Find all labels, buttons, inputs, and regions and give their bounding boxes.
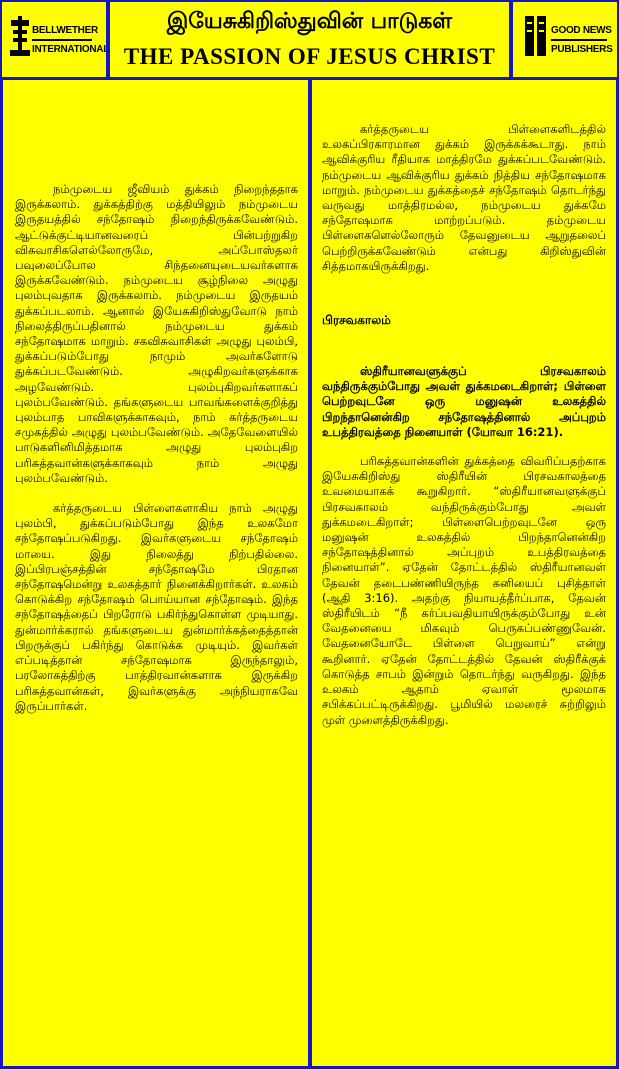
open-book-icon	[525, 16, 547, 56]
bellwether-logo	[2, 2, 110, 77]
title-english: THE PASSION OF JESUS CHRIST	[123, 44, 496, 69]
left-column	[3, 80, 308, 1066]
good-news-logo	[513, 2, 617, 77]
page-header	[110, 2, 509, 77]
left-paragraph: நம்முடைய ஜீவியம் துக்கம் நிறைந்ததாக இருக்கலாம். துக்கத்திற்கு மத்தியிலும் நம்முடைய இருதயத்தில் சந்தோஷம் நிறைந்திருக்கவேண்டும். ஆட்டுக்குட்டியானவரைப் பின்பற்றுகிற விசுவாசிகளெல்லோருமே, அப்போஸ்தலர் பவுலைப்போல சிந்தனையுடையவர்களாக இருக்கவேண்டும். நம்முடைய சூழ்நிலை அழுது புலம்புவதாக இருக்கலாம். நம்முடைய இருதயம் துக்கப்படலாம். ஆனால் இயேசுகிறிஸ்துவோடு நாம் நிலைத்திருப்பதினால் நம்முடைய துக்கம் சந்தோஷமாக மாறும். சகவிசுவாசிகள் அழுது புலம்பி, துக்கப்படும்போது நாமும் அவர்களோடு துக்கப்படவேண்டும். அழுகிறவர்களுக்காக அழவேண்டும். புலம்புகிறவர்களாகப் புலம்பவேண்டும். தங்களுடைய பாவங்களைக்குறித்து புலம்பாத பாவிகளுக்காகவும், நாம் கர்த்தருடைய சமுகத்தில் அழுது புலம்பவேண்டும். அதேவேளையில் பாடுகளினிமித்தமாக அழுது புலம்புகிற பரிசுத்தவான்களுக்காகவும் நாம் அழுது புலம்பவேண்டும்.	[15, 182, 298, 485]
bellwether-name: BELLWETHER	[32, 25, 98, 36]
section-heading: பிரசவகாலம்	[322, 313, 391, 328]
book-stand-icon	[9, 16, 31, 56]
right-paragraph: கர்த்தருடைய பிள்ளைகளிடத்தில் உலகப்பிரகாரமான துக்கம் இருக்கக்கூடாது. நாம் ஆவிக்குரிய ரீதியாக மாத்திரமே துக்கப்படவேண்டும். நம்முடைய ஆவிக்குரிய துக்கம் நித்திய சந்தோஷமாக மாறும். நம்முடைய துக்கத்தைச் சந்தோஷம் தொடர்ந்து வருவது மாத்திரமல்ல, நம்முடைய துக்கமே சந்தோஷமாக மாற்றப்படும். தம்முடைய பிள்ளைகளெல்லோரும் தேவனுடைய ஆறுதலைப் பெற்றிருக்கவேண்டும் என்பது கிறிஸ்துவின் சித்தமாகயிருக்கிறது.	[322, 122, 606, 273]
good-news-subname: PUBLISHERS	[551, 44, 613, 55]
left-paragraph: கர்த்தருடைய பிள்ளைகளாகிய நாம் அழுது புலம்பி, துக்கப்படும்போது இந்த உலகமோ சந்தோஷப்படுகிறது. இவர்களுடைய சந்தோஷம் மாயை. இது நிலைத்து நிற்பதில்லை. இப்பிரபஞ்சத்தின் சந்தோஷமே பிரதான சந்தோஷமென்று உலகத்தார் நினைக்கிறார்கள். உலகம் கொடுக்கிற சந்தோஷம் பொய்யான சந்தோஷம். இந்த சந்தோஷத்தைப் பிறரோடு பகிர்ந்துகொள்ள முடியாது. துன்மார்க்கரால் தங்களுடைய துன்மார்க்கத்தைத்தான் பிறருக்குப் பகிர்ந்து கொடுக்க முடியும். இவர்கள் எப்படித்தான் சந்தோஷமாக இருந்தாலும், பரலோகத்திற்கு பாத்திரவான்களாக இருக்கிற பரிசுத்தவான்கள், இவர்களுக்கு அந்நியராகவே இருப்பார்கள்.	[15, 501, 298, 713]
right-paragraph: பரிசுத்தவான்களின் துக்கத்தை விவரிப்பதற்காக இயேசுகிறிஸ்து ஸ்திரீயின் பிரசவகாலத்தை உவமையாகக் கூறுகிறார். “ஸ்திரீயானவளுக்குப் பிரசவகாலம் வந்திருக்கும்போது அவள் துக்கமடைகிறாள்; பிள்ளைபெற்றவுடனே ஒரு மனுஷன் உலகத்தில் பிறந்தானென்கிற சந்தோஷத்தினால் அப்புறம் உபத்திரவத்தை நினையாள்”. ஏதேன் தோட்டத்தில் ஸ்திரீயானவள் தேவன் தடைபண்ணியிருந்த கனியைப் புசித்தாள் (ஆதி 3:16). அதற்கு நியாயத்தீர்ப்பாக, தேவன் ஸ்திரீயிடம் “நீ கர்ப்பவதியாயிருக்கும்போது உன் வேதனையை மிகவும் பெருகப்பண்ணுவேன். வேதனையோடே பிள்ளை பெறுவாய்” என்று கூறினார். ஏதேன் தோட்டத்தில் தேவன் ஸ்திரீக்குக் கொடுத்த சாபம் இன்றும் தொடர்ந்து வருகிறது. இந்த உலகம் ஆதாம் ஏவாள் மூலமாக சபிக்கப்பட்டிருக்கிறது. பூமியில் மலரைச் சுற்றிலும் முள் முளைத்திருக்கிறது.	[322, 454, 606, 727]
good-news-name: GOOD NEWS	[551, 25, 612, 36]
right-column	[312, 80, 616, 1066]
scripture-verse: ஸ்திரீயானவளுக்குப் பிரசவகாலம் வந்திருக்கும்போது அவள் துக்கமடைகிறாள்; பிள்ளை பெற்றவுடனே ஒரு மனுஷன் உலகத்தில் பிறந்தானென்கிற சந்தோஷத்தினால் அப்புறம் உபத்திரவத்தை நினையாள் (யோவா 16:21).	[322, 364, 606, 439]
title-tamil: இயேசுகிறிஸ்துவின் பாடுகள்	[166, 9, 453, 34]
bellwether-subname: INTERNATIONAL	[32, 44, 110, 55]
